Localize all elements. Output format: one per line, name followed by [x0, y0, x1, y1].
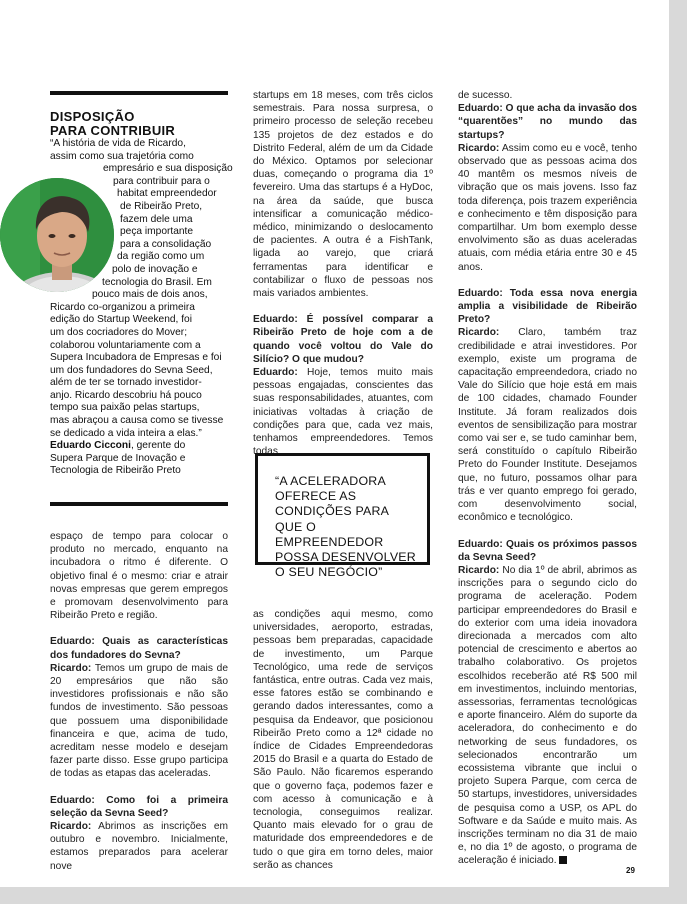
- quote-line: um dos fundadores do Sevna Seed,: [50, 364, 213, 376]
- speaker-label: Ricardo:: [458, 142, 500, 154]
- sidebar-top-rule: [50, 91, 228, 95]
- column-2-upper: [253, 89, 433, 458]
- interview-question: Eduardo: Como foi a primeira seleção da Sevna Seed?: [50, 794, 228, 819]
- attribution-role: , gerente do: [130, 440, 186, 452]
- interview-answer: [253, 366, 433, 458]
- speaker-label: Ricardo:: [458, 564, 500, 576]
- column-2-lower: [253, 608, 433, 872]
- interview-question: Eduardo: Toda essa nova energia amplia a visibilidade de Ribeirão Preto?: [458, 287, 637, 326]
- interview-answer: [458, 142, 637, 274]
- quote-line: edição do Startup Weekend, foi: [50, 314, 192, 326]
- quote-line: além de ter se tornado investidor-: [50, 377, 202, 389]
- body-paragraph: startups em 18 meses, com três ciclos semestrais. Para nossa surpresa, o primeiro processo de seleção recebeu 135 projetos de dez estados e do Distrito Federal, além de um da Cidade do México. Optamos por selecionar duas, começando o programa dia 1º fevereiro. Uma das startups é a HyDoc, na área da saúde, que busca intensificar a comunicação médico-médico, minimizando o deslocamento de pacientes. A outra é a FishTank, ligada ao varejo, que criará ferramentas para identificar e contabilizar o fluxo de pessoas nos mais variados ambientes.: [253, 90, 433, 300]
- attribution-name: Eduardo Cicconi: [50, 440, 131, 452]
- interview-answer: [458, 326, 637, 524]
- quote-line: peça importante: [120, 226, 194, 238]
- sidebar-title-line: DISPOSIÇÃO: [50, 109, 135, 124]
- speaker-label: Ricardo:: [50, 821, 92, 833]
- body-paragraph: as condições aqui mesmo, como universidades, aeroporto, estradas, pessoas bem preparadas, capacidade de investimento, um Parque Tecnológico, uma rede de serviços fantástica, entre outras. Cada vez mais, esse fatores estão se combinando e gerando dados interessantes, como a pesquisa da Endeavor, que posicionou Ribeirão Preto como a 12ª cidade no índice de Cidades Empreendedoras 2015 do Brasil e a quarta do Estado de São Paulo. Não ficaremos esperando que o governo faça, podemos fazer e com acesso à comunicação e à tecnologia, conseguimos realizar. Quanto mais elevado for o grau de maturidade dos empreendedores e de tudo o que gira em torno deles, maior serão as chances: [253, 609, 433, 871]
- quote-line: anjo. Ricardo descobriu há pouco: [50, 389, 202, 401]
- interview-question: Eduardo: O que acha da invasão dos “quarentões” no mundo das startups?: [458, 103, 637, 141]
- quote-line: para a consolidação: [120, 238, 212, 250]
- quote-line: Tecnologia de Ribeirão Preto: [50, 465, 181, 477]
- quote-line: para contribuir para o: [113, 175, 210, 187]
- end-of-article-mark: [559, 856, 567, 864]
- speaker-label: Ricardo:: [50, 662, 92, 674]
- answer-text: Claro, também traz credibilidade e atrai investidores. Por exemplo, existe um programa de capacitação empreendedora, criado no Vale do Silício que hoje está em mais de 100 cidades, chamado Founder Institute. Já foram realizados dois eventos de sensibilização para mostrar como vai ser e, se tudo caminhar bem, será constituído o capítulo Ribeirão Preto do Founder Institute. Desejamos que, no futuro, possamos olhar para trás e ver quanto emprego foi gerado, com desenvolvimento social, econômico e tecnológico.: [458, 327, 637, 524]
- answer-text: Abrimos as inscrições em outubro e novembro. Inicialmente, estamos preparados para acelerar nove: [50, 821, 228, 872]
- quote-line: polo de inovação e: [112, 263, 198, 275]
- quote-line: “A história de vida de Ricardo,: [50, 138, 186, 149]
- interview-question: Eduardo: Quais os próximos passos da Sevna Seed?: [458, 538, 637, 563]
- pull-quote: “A ACELERADORA OFERECE AS CONDIÇÕES PARA QUE O EMPREENDEDOR POSSA DESENVOLVER O SEU NEGÓCIO”: [255, 453, 430, 565]
- sidebar-bottom-rule: [50, 502, 228, 506]
- speaker-label: Eduardo:: [253, 367, 298, 379]
- sidebar-quote: [50, 138, 233, 478]
- quote-line: Supera Incubadora de Empresas e foi: [50, 352, 222, 364]
- sidebar-title-line: PARA CONTRIBUIR: [50, 122, 176, 138]
- answer-text: Hoje, temos muito mais pessoas engajadas, conscientes das suas responsabilidades, atuantes, com iniciativas voltadas à criação de condições para que, cada vez mais, tenhamos empreendedores. Temos todas: [253, 367, 433, 458]
- column-1-lower: [50, 530, 228, 873]
- quote-line: colaborou voluntariamente com a: [50, 339, 201, 351]
- quote-line: habitat empreendedor: [117, 188, 217, 200]
- quote-line: de Ribeirão Preto,: [120, 200, 203, 212]
- quote-line: Supera Parque de Inovação e: [50, 452, 186, 464]
- answer-text: Temos um grupo de mais de 20 empresários que não são investidores profissionais e não são fundos de investimento. São pessoas que possuem uma disponibilidade financeira e que, acima de tudo, acreditam nesse modelo e desejam fazer parte disso. Esse grupo participa de todas as etapas das aceleradas.: [50, 662, 228, 780]
- interview-answer: [458, 564, 637, 868]
- quote-line: assim como sua trajetória como: [50, 150, 194, 162]
- sidebar-title: [50, 110, 230, 137]
- interview-question: Eduardo: Quais as características dos fundadores do Sevna?: [50, 636, 228, 661]
- interview-question: Eduardo: É possível comparar a Ribeirão Preto de hoje com a de quando você voltou do Vale do Silício? O que mudou?: [253, 314, 433, 365]
- quote-line: pouco mais de dois anos,: [92, 289, 208, 301]
- quote-line: tecnologia do Brasil. Em: [102, 276, 212, 288]
- body-paragraph: espaço de tempo para colocar o produto no mercado, enquanto na incubadora o ritmo é diferente. O objetivo final é o mesmo: criar e atrair novas empresas que gerem empregos e promovam desenvolvimento para Ribeirão Preto e região.: [50, 531, 228, 622]
- column-3: [458, 89, 637, 868]
- interview-answer: [50, 662, 228, 781]
- quote-line: tempo sua paixão pelas startups,: [50, 402, 200, 414]
- quote-line: se dedicado a vida inteira a elas.”: [50, 427, 202, 439]
- quote-line: mas abraçou a causa como se tivesse: [50, 415, 224, 427]
- quote-line: da região como um: [117, 251, 205, 263]
- answer-text: No dia 1º de abril, abrimos as inscrições para o segundo ciclo do programa de aceleração. Podem participar empreendedores do Brasil e do exterior com uma ideia inovadora direcionada a mercados com alto potencial de crescimento e abertos ao trabalho colaborativo. Os projetos escolhidos receberão até R$ 500 mil em investimentos, incluindo mentorias, assessorias, ferramentas tecnológicas e aporte financeiro. Além do suporte da aceleradora, do conhecimento e do networking de seus fundadores, os selecionados encontrarão um ecossistema vibrante que inclui o projeto Supera Parque, com cerca de 50 startups, investidores, universidades de pesquisa como a USP, os APL do Software e da Saúde e muito mais. As inscrições terminam no dia 31 de maio e, no dia 1º de agosto, o programa de aceleração é iniciado.: [458, 564, 637, 867]
- page-number: 29: [626, 866, 635, 875]
- answer-text: Assim como eu e você, tenho observado que as pessoas acima dos 40 mantêm os mesmos níveis de vibração que os mais jovens. Isso faz toda diferença, pois trazem experiência e conhecimento e têm disposição para compartilhar. Um bom exemplo desse envolvimento são as duas aceleradas atuais, com média etária entre 30 e 45 anos.: [458, 142, 637, 273]
- quote-line: Ricardo co-organizou a primeira: [50, 301, 195, 313]
- body-paragraph: de sucesso.: [458, 90, 513, 101]
- quote-line: um dos cocriadores do Mover;: [50, 326, 188, 338]
- interview-answer: [50, 820, 228, 873]
- quote-line: empresário e sua disposição: [103, 163, 233, 175]
- speaker-label: Ricardo:: [458, 327, 500, 339]
- quote-line: fazem dele uma: [120, 213, 193, 225]
- quote-attribution: [50, 440, 230, 453]
